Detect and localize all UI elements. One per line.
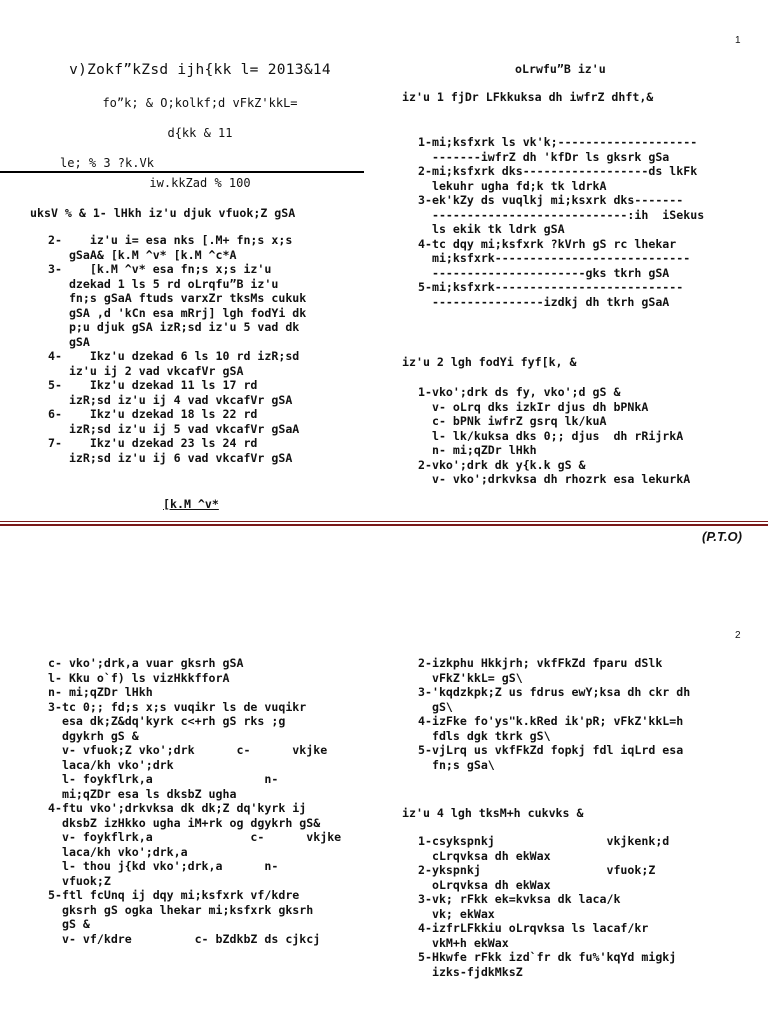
text-line: gksrh gS ogka lhekar mi;ksfxrk gksrh [48,902,314,917]
page-number-2: 2 [735,630,741,641]
text-line: izR;sd iz'u ij 4 vad vkcafVr gSA [48,392,293,407]
page-divider-top [0,521,768,522]
text-line: fn;s gSaA ftuds varxZr tksMs cukuk [48,291,307,305]
text-line: mi;qZDr esa ls dksbZ ugha [48,786,237,801]
header-divider [0,171,364,173]
q4-items [418,834,758,979]
page-divider-bottom [0,524,768,526]
text-line: 5-vjLrq us vkfFkZd fopkj fdl iqLrd esa [418,743,684,757]
text-line: 2-izkphu Hkkjrh; vkfFkZd fparu dSlk [418,656,663,670]
note-heading: uksV % & 1- lHkh iz'u djuk vfuok;Z gSA [30,206,296,220]
instructions-list [48,233,378,465]
text-line: laca/kh vko';drk [48,757,174,772]
q1-items [418,135,758,309]
text-line: l- Kku o`f) ls vizHkkfforA [48,670,230,685]
text-line: ----------------izdkj dh tkrh gSaA [418,294,670,309]
subject-line: fo”k; & O;kolkf;d vFkZ'kkL= [102,96,298,110]
text-line: 4-tc dqy mi;ksfxrk ?kVrh gS rc lhekar [418,236,677,251]
text-line: iz'u ij 2 vad vkcafVr gSA [48,363,244,378]
time-line: le; % 3 ?k.Vk [60,156,154,170]
text-line: 3-'kqdzkpk;Z us fdrus ewY;ksa dh ckr dh [418,685,691,699]
text-line: gS & [48,917,90,931]
text-line: 1-vko';drk ds fy, vko';d gS & [418,385,621,399]
text-line: 2-mi;ksfxrk dks------------------ds lkFk [418,164,698,178]
q1-heading: iz'u 1 fjDr LFkkuksa dh iwfrZ dhft,& [402,90,654,104]
text-line: v- vko';drkvksa dh rhozrk esa lekurkA [418,472,691,486]
pto-label: (P.T.O) [702,529,742,544]
text-line: dgykrh gS & [48,728,139,743]
text-line: p;u djuk gSA izR;sd iz'u 5 vad dk [48,320,300,334]
class-line: d{kk & 11 [167,126,233,140]
text-line: gSA ,d 'kCn esa mRrj] lgh fodYi dk [48,305,307,320]
text-line: -------iwfrZ dh 'kfDr ls gksrk gSa [418,149,670,164]
text-line: izR;sd iz'u ij 6 vad vkcafVr gSA [48,450,293,465]
text-line: izks-fjdkMksZ [418,964,523,979]
text-line: izR;sd iz'u ij 5 vad vkcafVr gSaA [48,421,300,436]
objective-heading: oLrwfu”B iz'u [515,62,606,76]
text-line: gSaA& [k.M ^v* [k.M ^c*A [48,247,237,262]
text-line: esa dk;Z&dq'kyrk c<+rh gS rks ;g [48,714,286,728]
text-line: vfuok;Z [48,873,111,888]
text-line: 2-vko';drk dk y{k.k gS & [418,457,586,472]
text-line: mi;ksfxrk---------------------------- [418,251,691,265]
q2-items [418,385,758,487]
text-line: vkM+h ekWax [418,935,509,950]
text-line: v- foykflrk,a c- vkjke [48,830,342,844]
text-line: c- vko';drk,a vuar gksrh gSA [48,656,244,670]
text-line: l- thou j{kd vko';drk,a n- [48,859,279,873]
text-line: 1-mi;ksfxrk ls vk'k;-------------------- [418,135,698,149]
text-line: fdls dgk tkrk gS\ [418,728,551,743]
text-line: v- vfuok;Z vko';drk c- vkjke [48,743,328,757]
text-line: v- oLrq dks izkIr djus dh bPNkA [418,399,649,414]
q4-heading: iz'u 4 lgh tksM+h cukvks & [402,806,584,820]
section-a-label: [k.M ^v* [163,497,219,511]
text-line: v- vf/kdre c- bZdkbZ ds cjkcj [48,931,321,946]
text-line: gSA [48,334,90,349]
text-line: 7- Ikz'u dzekad 23 ls 24 rd [48,436,258,450]
text-line: 3- [k.M ^v* esa fn;s x;s iz'u [48,262,272,276]
text-line: 4-ftu vko';drkvksa dk dk;Z dq'kyrk ij [48,801,307,815]
text-line: l- foykflrk,a n- [48,772,279,786]
text-line: laca/kh vko';drk,a [48,844,188,859]
text-line: 4-izfrLFkkiu oLrqvksa ls lacaf/kr [418,921,649,935]
text-line: ls ekik tk ldrk gSA [418,222,565,236]
text-line: 4-izFke fo'ys"k.kRed ik'pR; vFkZ'kkL=h [418,714,684,728]
page-number-1: 1 [735,35,741,46]
text-line: c- bPNk iwfrZ gsrq lk/kuA [418,414,607,428]
text-line: dksbZ izHkko ugha iM+rk og dgykrh gS& [48,815,321,830]
text-line: vk; ekWax [418,906,495,921]
q2-heading: iz'u 2 lgh fodYi fyf[k, & [402,355,577,369]
text-line: 3-tc 0;; fd;s x;s vuqikr ls de vuqikr [48,699,307,714]
page2-left-items [48,656,388,946]
text-line: 5-ftl fcUnq ij dqy mi;ksfxrk vf/kdre [48,888,300,902]
text-line: lekuhr ugha fd;k tk ldrkA [418,178,607,193]
text-line: 6- Ikz'u dzekad 18 ls 22 rd [48,407,258,421]
text-line: 4- Ikz'u dzekad 6 ls 10 rd izR;sd [48,349,300,363]
text-line: 2- iz'u i= esa nks [.M+ fn;s x;s [48,233,293,247]
text-line: n- mi;qZDr lHkh [418,443,537,457]
text-line: ----------------------gks tkrh gSA [418,265,670,280]
text-line: gS\ [418,699,453,714]
text-line: 1-csykspnkj vkjkenk;d [418,834,670,848]
text-line: 2-ykspnkj vfuok;Z [418,863,656,877]
text-line: 5- Ikz'u dzekad 11 ls 17 rd [48,378,258,392]
text-line: fn;s gSa\ [418,757,495,772]
text-line: 5-mi;ksfxrk--------------------------- [418,280,684,294]
text-line: 3-ek'kZy ds vuqlkj mi;ksxrk dks------- [418,193,684,207]
q3-items [418,656,758,772]
text-line: n- mi;qZDr lHkh [48,685,153,699]
text-line: oLrqvksa dh ekWax [418,877,551,892]
text-line: ----------------------------:ih iSekus [418,207,705,222]
text-line: dzekad 1 ls 5 rd oLrqfu”B iz'u [48,276,279,291]
max-marks-line: iw.kkZad % 100 [149,176,251,190]
text-line: l- lk/kuksa dks 0;; djus dh rRijrkA [418,428,684,443]
text-line: cLrqvksa dh ekWax [418,848,551,863]
text-line: 5-Hkwfe rFkk izd`fr dk fu%'kqYd migkj [418,950,677,964]
text-line: vFkZ'kkL= gS\ [418,670,523,685]
exam-title: v)Zokf”kZsd ijh{kk l= 2013&14 [69,62,331,78]
text-line: 3-vk; rFkk ek=kvksa dk laca/k [418,892,621,906]
